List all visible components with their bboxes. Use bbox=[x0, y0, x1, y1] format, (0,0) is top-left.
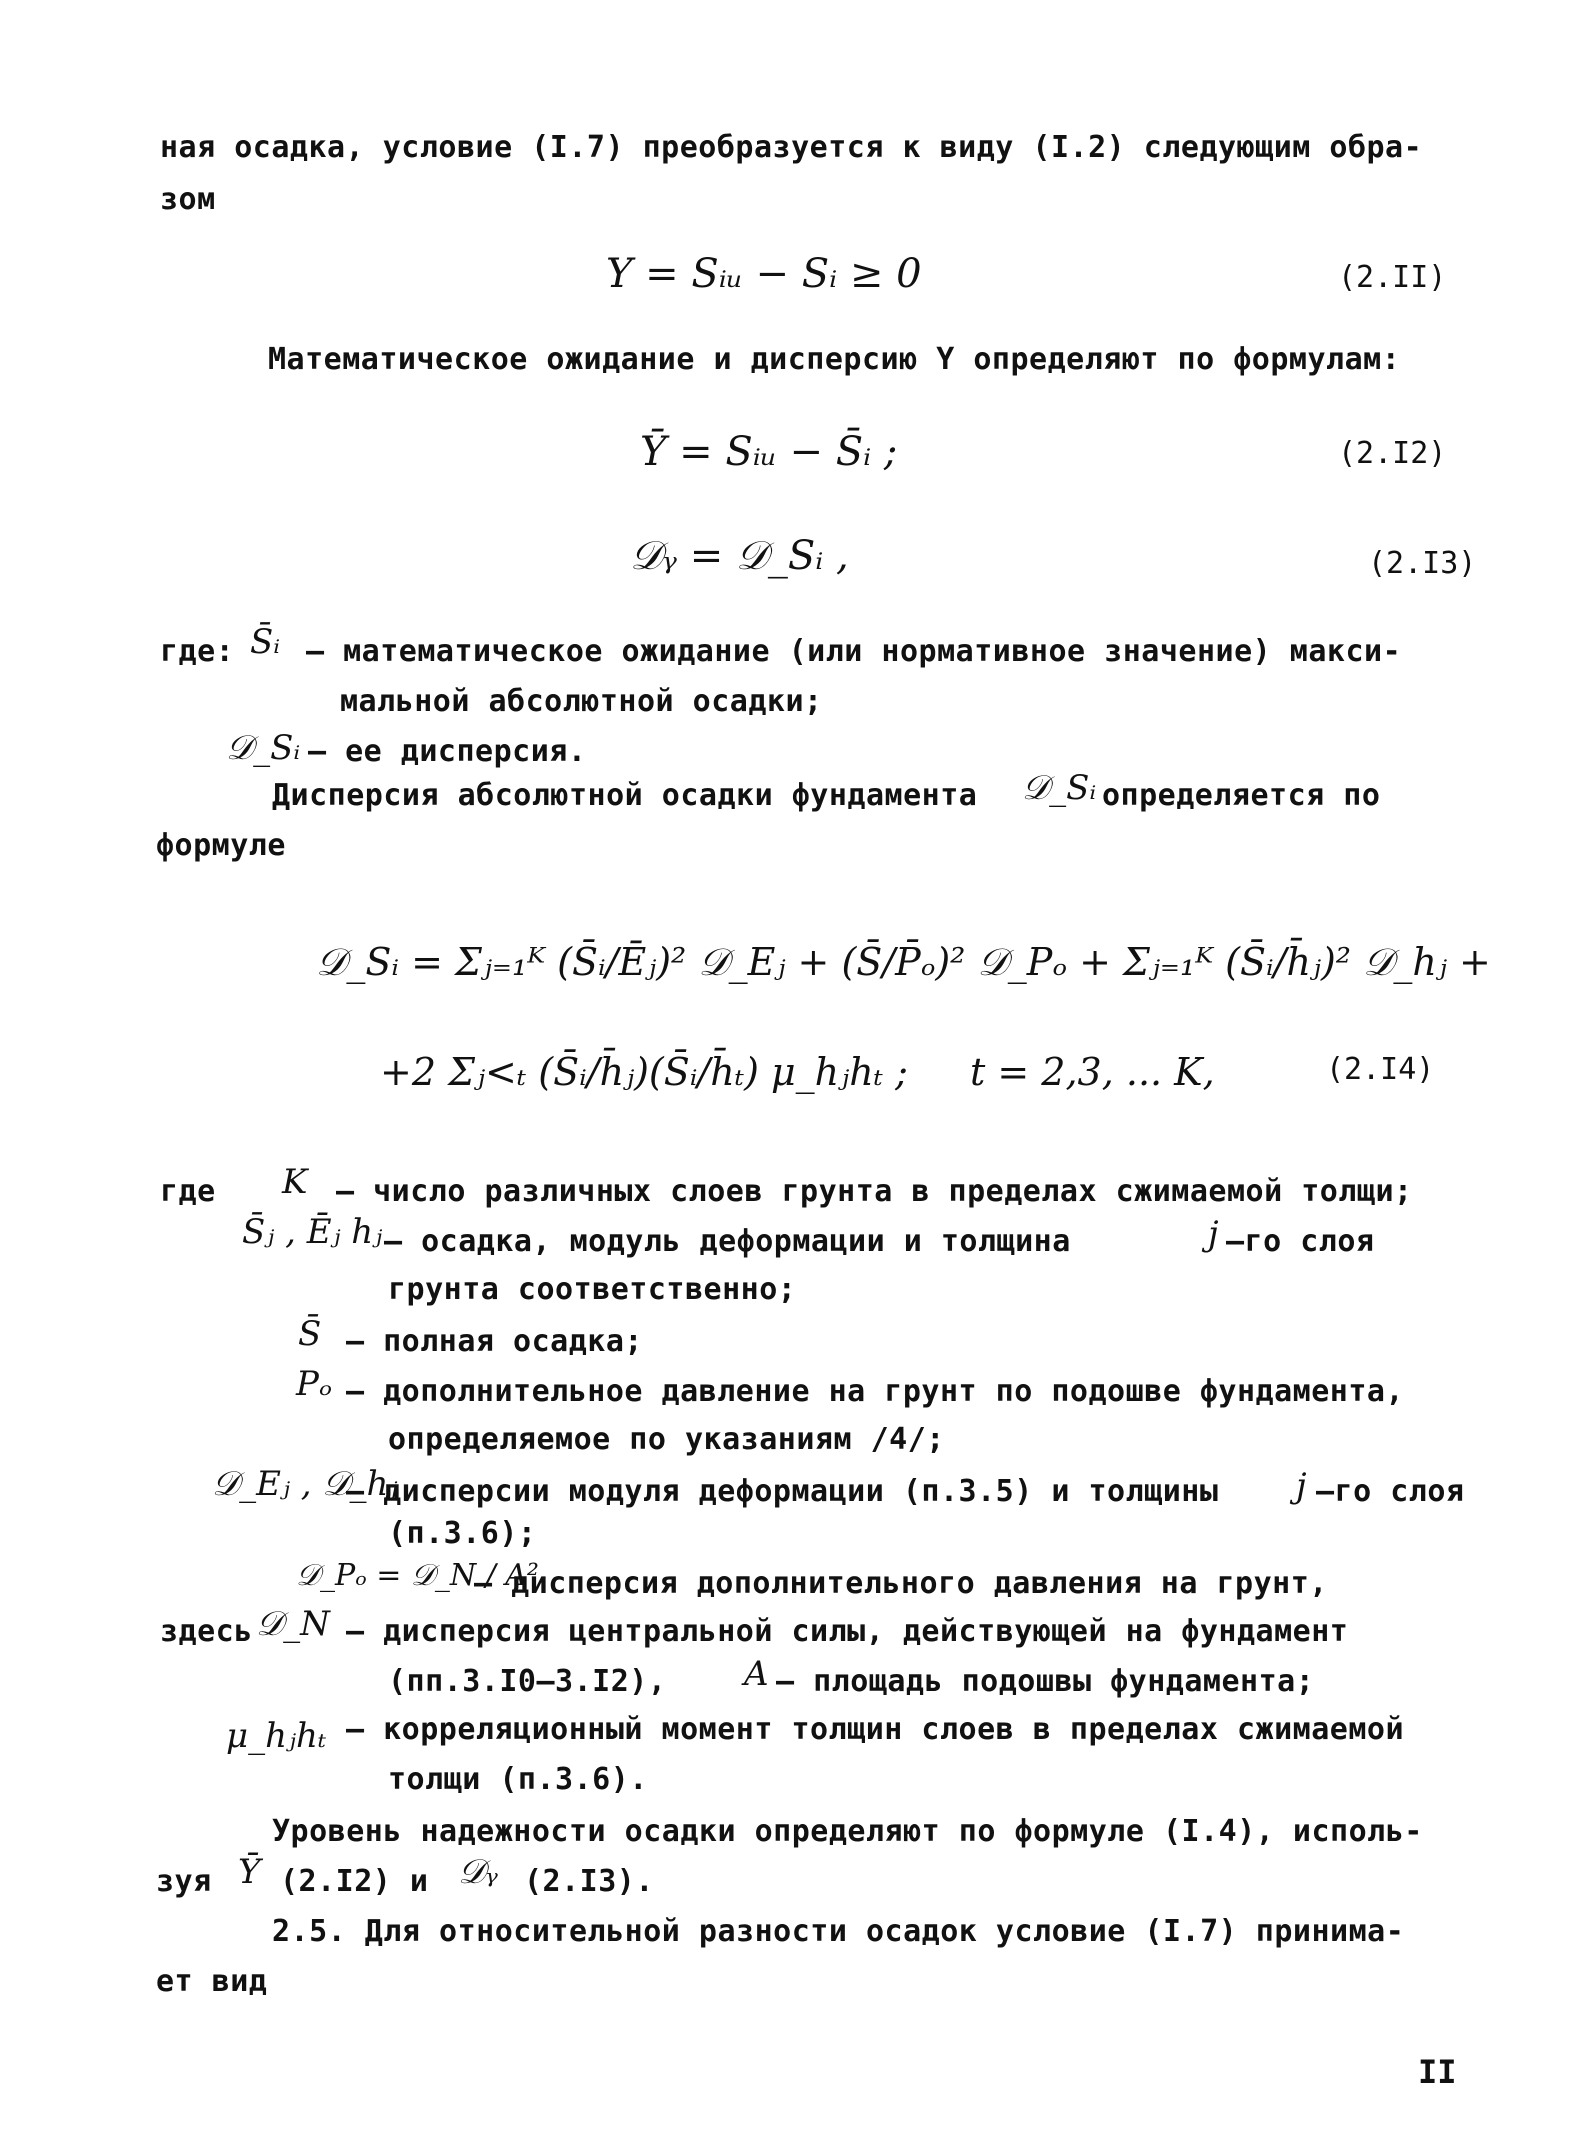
definition-d-s: – ее дисперсия. bbox=[308, 734, 587, 769]
paragraph-2-5-line-2: ет вид bbox=[156, 1964, 268, 1999]
equation-2-13: 𝒟ᵧ = 𝒟_Sᵢ , bbox=[630, 533, 849, 579]
definition-d-n-line-2a: (пп.3.I0–3.I2), bbox=[388, 1664, 667, 1699]
definition-s-total: – полная осадка; bbox=[346, 1324, 643, 1359]
equation-2-11: Y = Sᵢᵤ − Sᵢ ≥ 0 bbox=[606, 251, 922, 297]
paragraph-reliability-line-2b: (2.I2) и bbox=[280, 1864, 429, 1899]
symbol-k: K bbox=[282, 1162, 308, 1202]
equation-2-14-line-2: +2 Σⱼ<ₜ (S̄ᵢ/h̄ⱼ)(S̄ᵢ/h̄ₜ) μ_hⱼhₜ ; bbox=[380, 1050, 908, 1094]
symbol-s-e-h: S̄ⱼ , Ēⱼ hⱼ bbox=[242, 1212, 383, 1252]
paragraph-expectation: Математическое ожидание и дисперсию Y определяют по формулам: bbox=[268, 342, 1401, 377]
symbol-j-layer-2: j bbox=[1296, 1466, 1307, 1506]
paragraph-reliability-line-2a: зуя bbox=[156, 1864, 212, 1899]
definition-d-e-d-h-a: – дисперсии модуля деформации (п.3.5) и толщины bbox=[346, 1474, 1219, 1509]
definition-d-p0: – дисперсия дополнительного давления на грунт, bbox=[474, 1566, 1328, 1601]
symbol-d-e-d-h: 𝒟_Eⱼ , 𝒟_hⱼ bbox=[212, 1464, 398, 1504]
equation-2-14-range: t = 2,3, ... K, bbox=[970, 1050, 1215, 1094]
page-number: II bbox=[1418, 2053, 1457, 2091]
equation-number-2-11: (2.II) bbox=[1338, 260, 1447, 295]
definition-mu-line-1: – корреляционный момент толщин слоев в пределах сжимаемой bbox=[346, 1712, 1405, 1747]
equation-2-12: Ȳ = Sᵢᵤ − S̄ᵢ ; bbox=[640, 429, 898, 475]
definitions-label: где bbox=[160, 1174, 216, 1209]
definition-s-mean-line-1: – математическое ожидание (или нормативное значение) макси- bbox=[306, 634, 1402, 669]
equation-number-2-12: (2.I2) bbox=[1338, 436, 1447, 471]
definition-p0-line-2: определяемое по указаниям /4/; bbox=[388, 1422, 945, 1457]
here-label: здесь bbox=[160, 1614, 253, 1649]
equation-number-2-14: (2.I4) bbox=[1326, 1052, 1435, 1087]
definition-d-n-line-1: – дисперсия центральной силы, действующей на фундамент bbox=[346, 1614, 1349, 1649]
paragraph-dispersion-line-1a: Дисперсия абсолютной осадки фундамента bbox=[272, 778, 978, 813]
definition-mu-line-2: толщи (п.3.6). bbox=[388, 1762, 648, 1797]
symbol-d-s-inline: 𝒟_Sᵢ bbox=[1022, 768, 1097, 808]
symbol-p0: Pₒ bbox=[296, 1364, 332, 1404]
symbol-mu: μ_hⱼhₜ bbox=[226, 1716, 327, 1756]
symbol-s-total: S̄ bbox=[298, 1314, 322, 1354]
definition-d-e-d-h-line-2: (п.3.6); bbox=[388, 1516, 537, 1551]
definition-k: – число различных слоев грунта в пределах сжимаемой толщи; bbox=[336, 1174, 1413, 1209]
definition-d-e-d-h-b: –го слоя bbox=[1316, 1474, 1465, 1509]
symbol-a: A bbox=[744, 1654, 769, 1694]
symbol-j-layer: j bbox=[1208, 1214, 1219, 1254]
symbol-d-p0: 𝒟_Pₒ = 𝒟_N / A² bbox=[296, 1558, 539, 1593]
symbol-d-s: 𝒟_Sᵢ bbox=[226, 728, 301, 768]
equation-2-14-line-1: 𝒟_Sᵢ = Σⱼ₌₁ᴷ (S̄ᵢ/Ēⱼ)² 𝒟_Eⱼ + (S̄/P̄ₒ)² 𝒟_Pₒ + Σⱼ₌₁ᴷ (S̄ᵢ/h̄ⱼ)² 𝒟_hⱼ + bbox=[316, 940, 1491, 984]
paragraph-reliability-line-1: Уровень надежности осадки определяют по формуле (I.4), исполь- bbox=[272, 1814, 1423, 1849]
definition-s-e-h-b: –го слоя bbox=[1226, 1224, 1375, 1259]
paragraph-2-5-line-1: 2.5. Для относительной разности осадок условие (I.7) принима- bbox=[272, 1914, 1405, 1949]
definition-p0-line-1: – дополнительное давление на грунт по подошве фундамента, bbox=[346, 1374, 1405, 1409]
paragraph-dispersion-line-2: формуле bbox=[156, 828, 286, 863]
symbol-y-mean: Ȳ bbox=[238, 1852, 261, 1892]
symbol-s-mean: S̄ᵢ bbox=[250, 622, 281, 662]
definition-s-mean-line-2: мальной абсолютной осадки; bbox=[340, 684, 823, 719]
where-label: где: bbox=[160, 634, 235, 669]
definition-s-e-h-line-2: грунта соответственно; bbox=[388, 1272, 797, 1307]
symbol-d-y: 𝒟ᵧ bbox=[458, 1852, 498, 1892]
definition-s-e-h-a: – осадка, модуль деформации и толщина bbox=[384, 1224, 1071, 1259]
equation-number-2-13: (2.I3) bbox=[1368, 546, 1477, 581]
paragraph-reliability-line-2c: (2.I3). bbox=[524, 1864, 654, 1899]
definition-d-n-line-2b: – площадь подошвы фундамента; bbox=[776, 1664, 1315, 1699]
paragraph-dispersion-line-1b: определяется по bbox=[1102, 778, 1381, 813]
intro-line-1: ная осадка, условие (I.7) преобразуется к виду (I.2) следующим обра- bbox=[160, 130, 1423, 165]
symbol-d-n: 𝒟_N bbox=[256, 1604, 330, 1644]
intro-line-2: зом bbox=[160, 182, 216, 217]
